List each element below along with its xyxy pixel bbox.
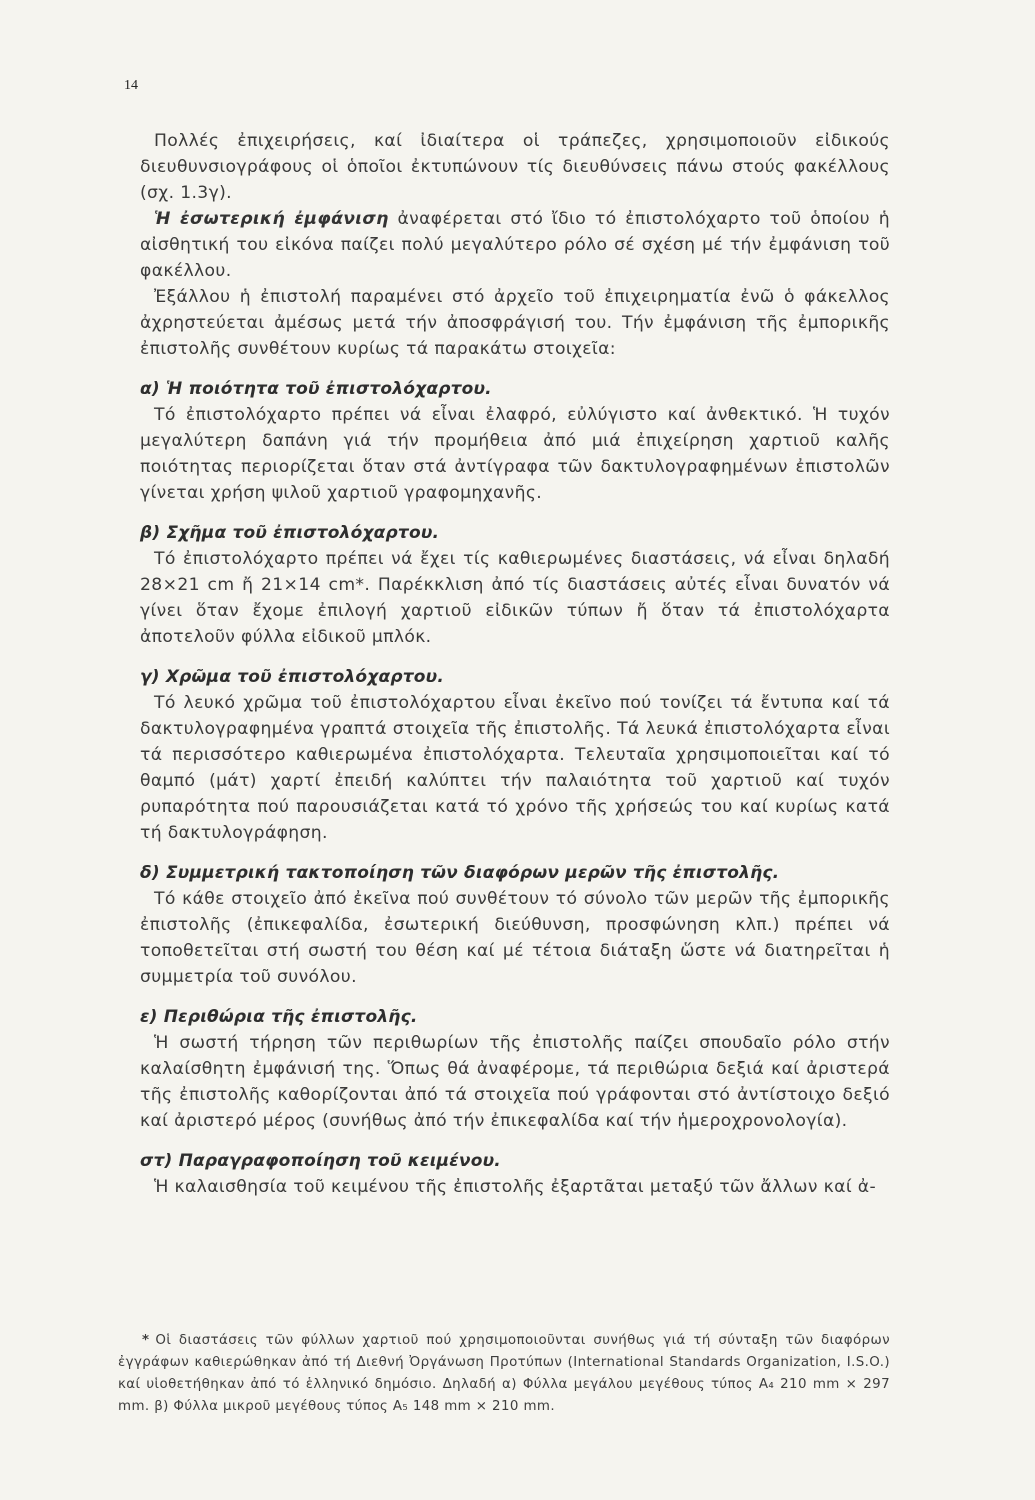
paragraph-intro: Πολλές ἐπιχειρήσεις, καί ἰδιαίτερα οἱ τράπεζες, χρησιμοποιοῦν εἰδικούς διευθυνσιογράφους οἱ ὁποῖοι ἐκτυπώνουν τίς διευθύνσεις πάνω στούς φακέλλους (σχ. 1.3γ).	[140, 131, 890, 203]
section-heading-shape: β) Σχῆμα τοῦ ἐπιστολόχαρτου.	[140, 523, 440, 543]
section-body-margins: Ἡ σωστή τήρηση τῶν περιθωρίων τῆς ἐπιστολῆς παίζει σπουδαῖο ρόλο στήν καλαίσθητη ἐμφάνισή της. Ὅπως θά ἀναφέρομε, τά περιθώρια δεξιά καί ἀριστερά τῆς ἐπιστολῆς καθορίζονται ἀπό τά στοιχεῖα πού γράφονται στό ἀντίστοιχο δεξιό καί ἀριστερό μέρος (συνήθως ἀπό τήν ἐπικεφαλίδα καί τήν ἡμεροχρονολογία).	[140, 1033, 890, 1131]
section-body-shape: Τό ἐπιστολόχαρτο πρέπει νά ἔχει τίς καθιερωμένες διαστάσεις, νά εἶναι δηλαδή 28×21 cm ἤ 21×14 cm*. Παρέκκλιση ἀπό τίς διαστάσεις αὐτές εἶναι δυνατόν νά γίνει ὅταν ἔχομε ἐπιλογή χαρτιοῦ εἰδικῶν τύπων ἤ ὅταν τά ἐπιστολόχαρτα ἀποτελοῦν φύλλα εἰδικοῦ μπλόκ.	[140, 549, 890, 647]
section-heading-margins: ε) Περιθώρια τῆς ἐπιστολῆς.	[140, 1007, 418, 1027]
paragraph-internal-appearance	[140, 206, 890, 284]
paragraph-text: ἀναφέρεται στό ἴδιο τό ἐπιστολόχαρτο τοῦ ὁποίου ἡ αἰσθητική του εἰκόνα παίζει πολύ μεγαλύτερο ρόλο σέ σχέση μέ τήν ἐμφάνιση τοῦ φακέλλου.	[140, 209, 891, 281]
section-heading-color: γ) Χρῶμα τοῦ ἐπιστολόχαρτου.	[140, 667, 444, 687]
section-body-paragraphing: Ἡ καλαισθησία τοῦ κειμένου τῆς ἐπιστολῆς ἐξαρτᾶται μεταξύ τῶν ἄλλων καί ἀ-	[154, 1177, 877, 1197]
footnote-text: Οἱ διαστάσεις τῶν φύλλων χαρτιοῦ πού χρησιμοποιοῦνται συνήθως γιά τή σύνταξη τῶν διαφόρων ἐγγράφων καθιερώθηκαν ἀπό τή Διεθνή Ὀργάνωση Προτύπων (International Standards Organization, I.S.O.) καί υἱοθετήθηκαν ἀπό τό ἑλληνικό δημόσιο. Δηλαδή α) Φύλλα μεγάλου μεγέθους τύπος A₄ 210 mm × 297 mm. β) Φύλλα μικροῦ μεγέθους τύπος A₅ 148 mm × 210 mm.	[118, 1333, 890, 1414]
section-heading-symmetry: δ) Συμμετρική τακτοποίηση τῶν διαφόρων μερῶν τῆς ἐπιστολῆς.	[140, 863, 780, 883]
section-body-quality: Τό ἐπιστολόχαρτο πρέπει νά εἶναι ἐλαφρό, εὐλύγιστο καί ἀνθεκτικό. Ἡ τυχόν μεγαλύτερη δαπάνη γιά τήν προμήθεια ἀπό μιά ἐπιχείρηση χαρτιοῦ καλῆς ποιότητας περιορίζεται ὅταν στά ἀντίγραφα τῶν δακτυλογραφημένων ἐπιστολῶν γίνεται χρήση ψιλοῦ χαρτιοῦ γραφομηχανῆς.	[140, 405, 890, 503]
footnote-mark: *	[142, 1333, 150, 1348]
section-body-color: Τό λευκό χρῶμα τοῦ ἐπιστολόχαρτου εἶναι ἐκεῖνο πού τονίζει τά ἔντυπα καί τά δακτυλογραφημένα γραπτά στοιχεῖα τῆς ἐπιστολῆς. Τά λευκά ἐπιστολόχαρτα εἶναι τά περισσότερο καθιερωμένα ἐπιστολόχαρτα. Τελευταῖα χρησιμοποιεῖται καί τό θαμπό (μάτ) χαρτί ἐπειδή καλύπτει τήν παλαιότητα τοῦ χαρτιοῦ καί τυχόν ρυπαρότητα πού παρουσιάζεται κατά τό χρόνο τῆς χρήσεώς του καί κυρίως κατά τή δακτυλογράφηση.	[140, 693, 890, 843]
footnote	[118, 1330, 890, 1418]
section-body-symmetry: Τό κάθε στοιχεῖο ἀπό ἐκεῖνα πού συνθέτουν τό σύνολο τῶν μερῶν τῆς ἐμπορικῆς ἐπιστολῆς (ἐπικεφαλίδα, ἐσωτερική διεύθυνση, προσφώνηση κλπ.) πρέπει νά τοποθετεῖται στή σωστή του θέση καί μέ τέτοια διάταξη ὥστε νά διατηρεῖται ἡ συμμετρία τοῦ συνόλου.	[140, 889, 890, 987]
main-text	[140, 128, 890, 1200]
section-heading-quality: α) Ἡ ποιότητα τοῦ ἐπιστολόχαρτου.	[140, 379, 492, 399]
paragraph-elements-intro: Ἐξάλλου ἡ ἐπιστολή παραμένει στό ἀρχεῖο τοῦ ἐπιχειρηματία ἐνῶ ὁ φάκελλος ἀχρηστεύεται ἀμέσως μετά τήν ἀποσφράγισή του. Τήν ἐμφάνιση τῆς ἐμπορικῆς ἐπιστολῆς συνθέτουν κυρίως τά παρακάτω στοιχεῖα:	[140, 287, 890, 359]
section-heading-paragraphing: στ) Παραγραφοποίηση τοῦ κειμένου.	[140, 1151, 501, 1171]
page-number: 14	[124, 78, 138, 93]
paragraph-lead-term: Ἡ ἐσωτερική ἐμφάνιση	[154, 209, 389, 229]
